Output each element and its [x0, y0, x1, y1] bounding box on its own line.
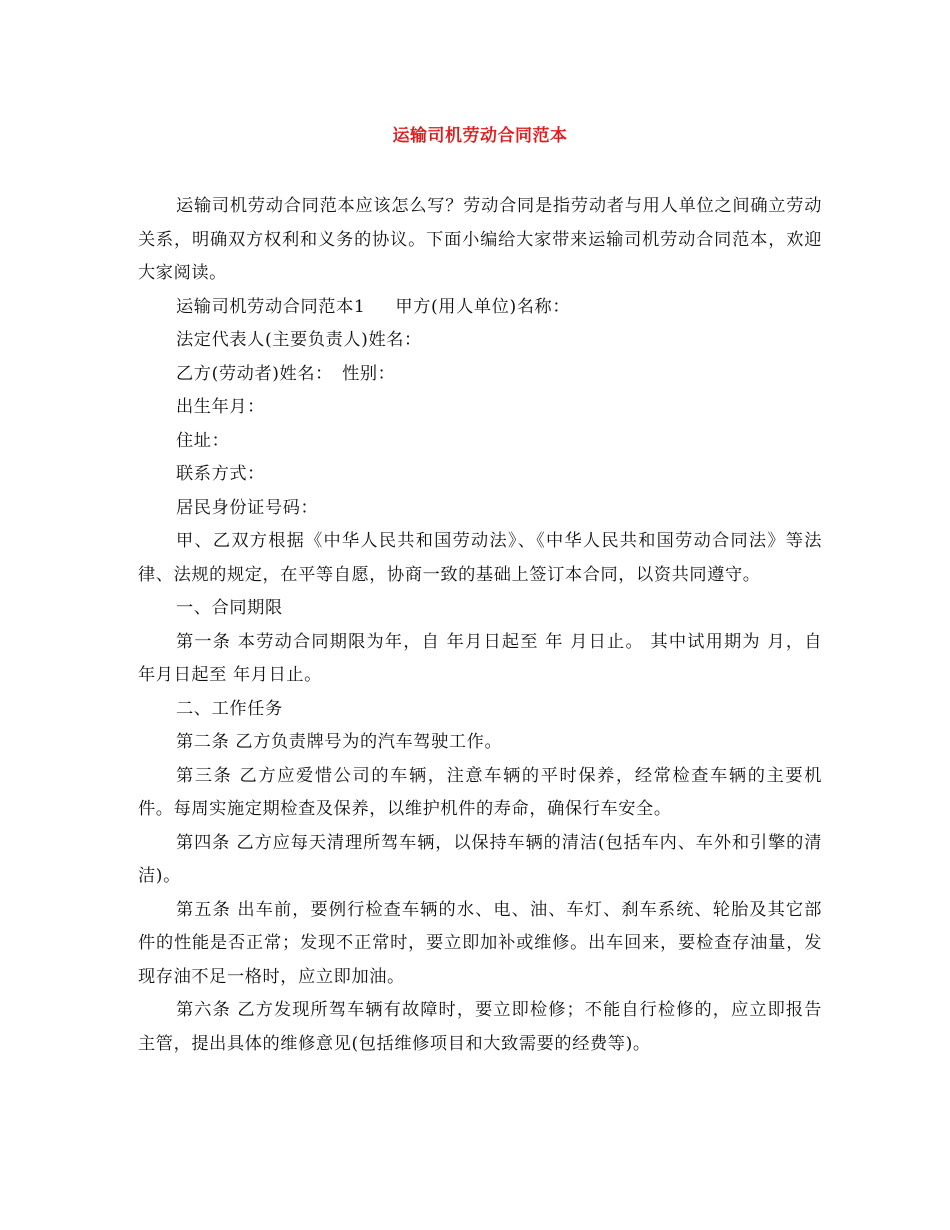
article-2: 第二条 乙方负责牌号为的汽车驾驶工作。	[176, 732, 503, 752]
article-5: 第五条 出车前，要例行检查车辆的水、电、油、车灯、刹车系统、轮胎及其它部件的性能是否正常；发现不正常时，要立即加补或维修。出车回来，要检查存油量，发现存油不足一格时，应立即加油。	[138, 899, 822, 987]
contract-sample-label: 运输司机劳动合同范本1	[176, 296, 366, 317]
id-number-label: 居民身份证号码：	[176, 497, 319, 518]
article-4: 第四条 乙方应每天清理所驾车辆，以保持车辆的清洁(包括车内、车外和引擎的清洁)。	[138, 832, 822, 886]
legal-representative-label: 法定代表人(主要负责人)姓名：	[176, 330, 422, 350]
contract-header-line	[138, 291, 822, 325]
birth-date-label: 出生年月：	[176, 397, 265, 417]
article-6: 第六条 乙方发现所驾车辆有故障时，要立即检修；不能自行检修的，应立即报告主管，提出具体的维修意见(包括维修项目和大致需要的经费等)。	[138, 1000, 822, 1054]
intro-paragraph: 运输司机劳动合同范本应该怎么写？劳动合同是指劳动者与用人单位之间确立劳动关系，明确双方权利和义务的协议。下面小编给大家带来运输司机劳动合同范本，欢迎大家阅读。	[138, 196, 822, 283]
section-heading-term: 一、合同期限	[176, 598, 283, 618]
article-3: 第三条 乙方应爱惜公司的车辆，注意车辆的平时保养，经常检查车辆的主要机件。每周实施定期检查及保养，以维护机件的寿命，确保行车安全。	[138, 765, 822, 819]
document-title: 运输司机劳动合同范本	[392, 126, 568, 146]
section-heading-duties: 二、工作任务	[176, 698, 283, 719]
party-b-name-gender-label: 乙方(劳动者)姓名： 性别：	[176, 363, 396, 384]
legal-basis-paragraph: 甲、乙双方根据《中华人民共和国劳动法》、《中华人民共和国劳动合同法》等法律、法规的规定，在平等自愿，协商一致的基础上签订本合同，以资共同遵守。	[138, 531, 822, 585]
document-body	[138, 190, 822, 1061]
address-label: 住址：	[176, 430, 230, 451]
party-a-name-label: 甲方(用人单位)名称：	[395, 296, 571, 317]
contact-label: 联系方式：	[176, 464, 265, 484]
article-1: 第一条 本劳动合同期限为年，自 年月日起至 年 月日止。 其中试用期为 月，自 年月日起至 年月日止。	[138, 631, 822, 685]
